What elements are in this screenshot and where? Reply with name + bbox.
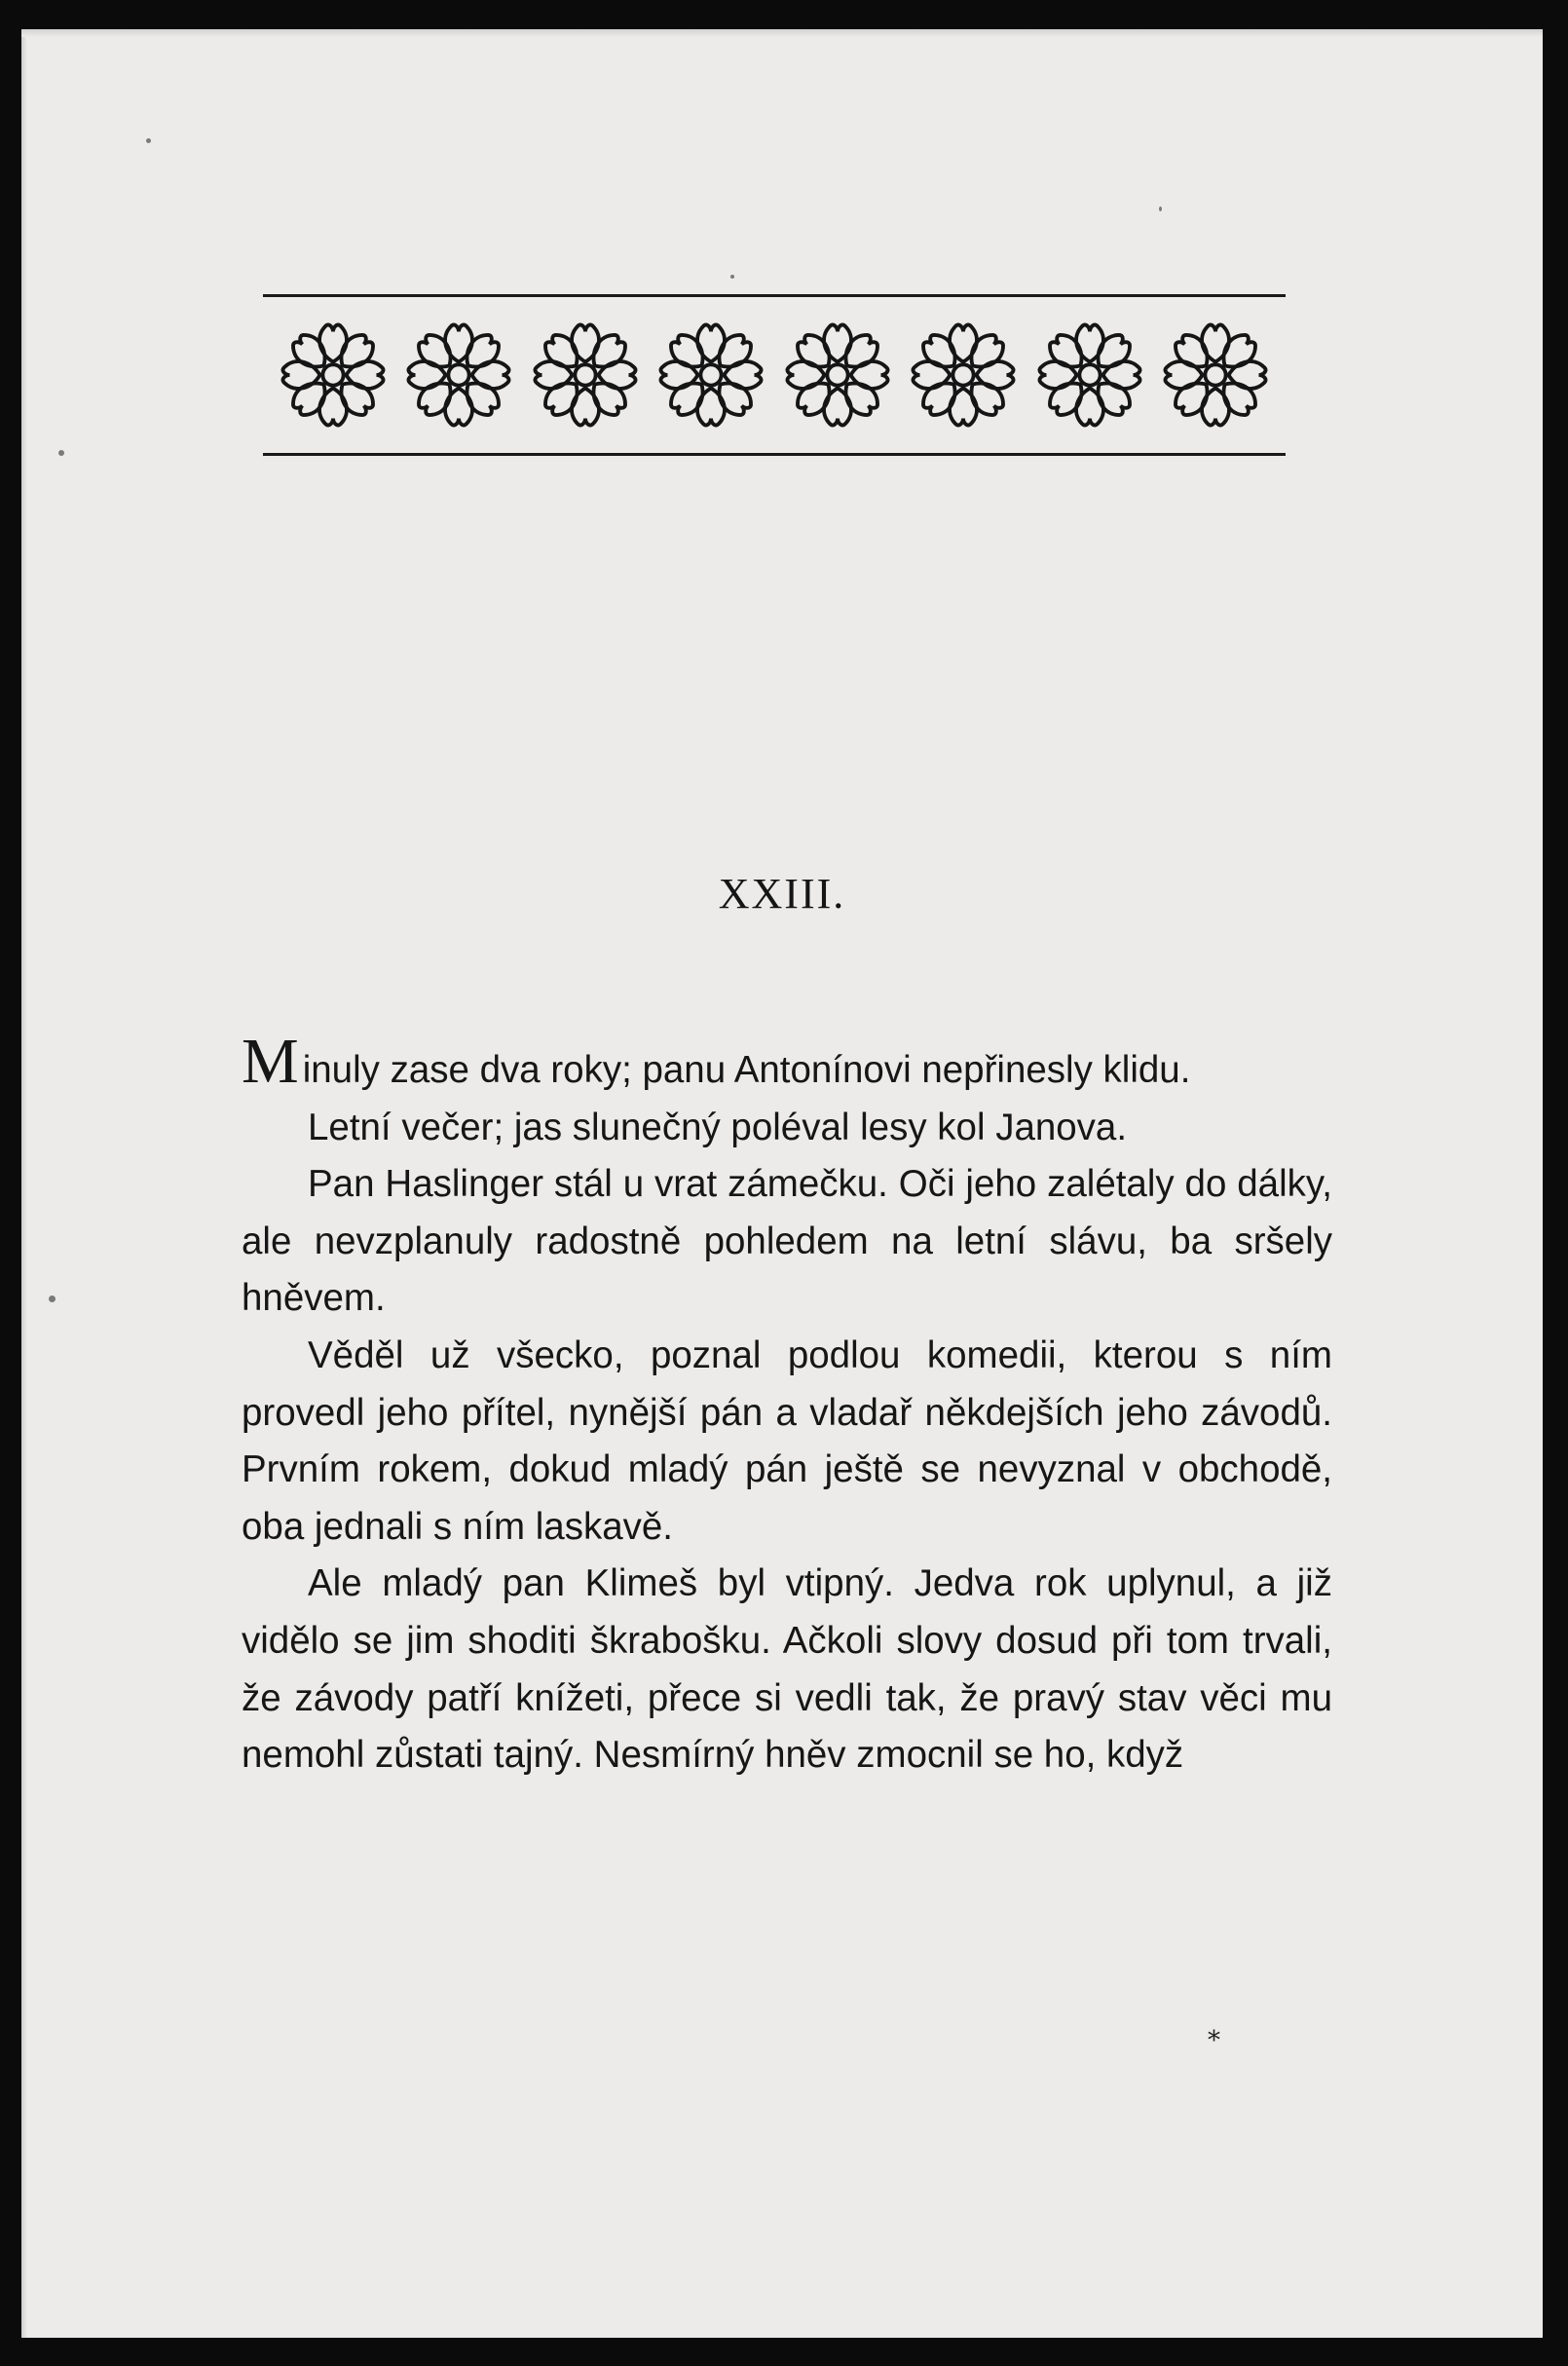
flower-icon xyxy=(277,319,390,432)
flower-icon xyxy=(654,319,767,432)
flower-icon xyxy=(1033,319,1146,432)
flower-icon xyxy=(529,319,642,432)
flower-icon xyxy=(907,319,1020,432)
drop-cap: M xyxy=(242,1026,299,1097)
paragraph: Pan Haslinger stál u vrat zámečku. Oči jeho zalétaly do dálky, ale nevzplanuly radostně pohledem na letní slávu, ba sršely hněvem. xyxy=(242,1163,1332,1320)
flower-icon xyxy=(781,319,894,432)
signature-mark: * xyxy=(1208,2026,1220,2055)
chapter-number: XXIII. xyxy=(718,870,846,918)
paragraph: Věděl už všecko, poznal podlou komedii, kterou s ním provedl jeho přítel, nynější pán a vladař někdejších jeho závodů. Prvním rokem, dokud mladý pán ještě se nevyznal v obchodě, oba jednali s ním laskavě. xyxy=(242,1333,1332,1548)
book-page xyxy=(21,29,1543,2338)
ornament-rule-bottom xyxy=(263,453,1286,456)
body-text xyxy=(242,1026,1332,1784)
paragraph: Minuly zase dva roky; panu Antonínovi nepřinesly klidu. xyxy=(242,1026,1191,1097)
flower-icon xyxy=(402,319,515,432)
ornament-flowers xyxy=(263,297,1286,453)
paragraph: Letní večer; jas slunečný poléval lesy kol Janova. xyxy=(308,1106,1128,1148)
paragraph: Ale mladý pan Klimeš byl vtipný. Jedva rok uplynul, a již vidělo se jim shoditi škrabošku. Ačkoli slovy dosud při tom trvali, že závody patří knížeti, přece si vedli tak, že pravý stav věci mu nemohl zůstati tajný. Nesmírný hněv zmocnil se ho, když xyxy=(242,1562,1332,1777)
ornament-band xyxy=(263,294,1286,456)
flower-icon xyxy=(1159,319,1272,432)
